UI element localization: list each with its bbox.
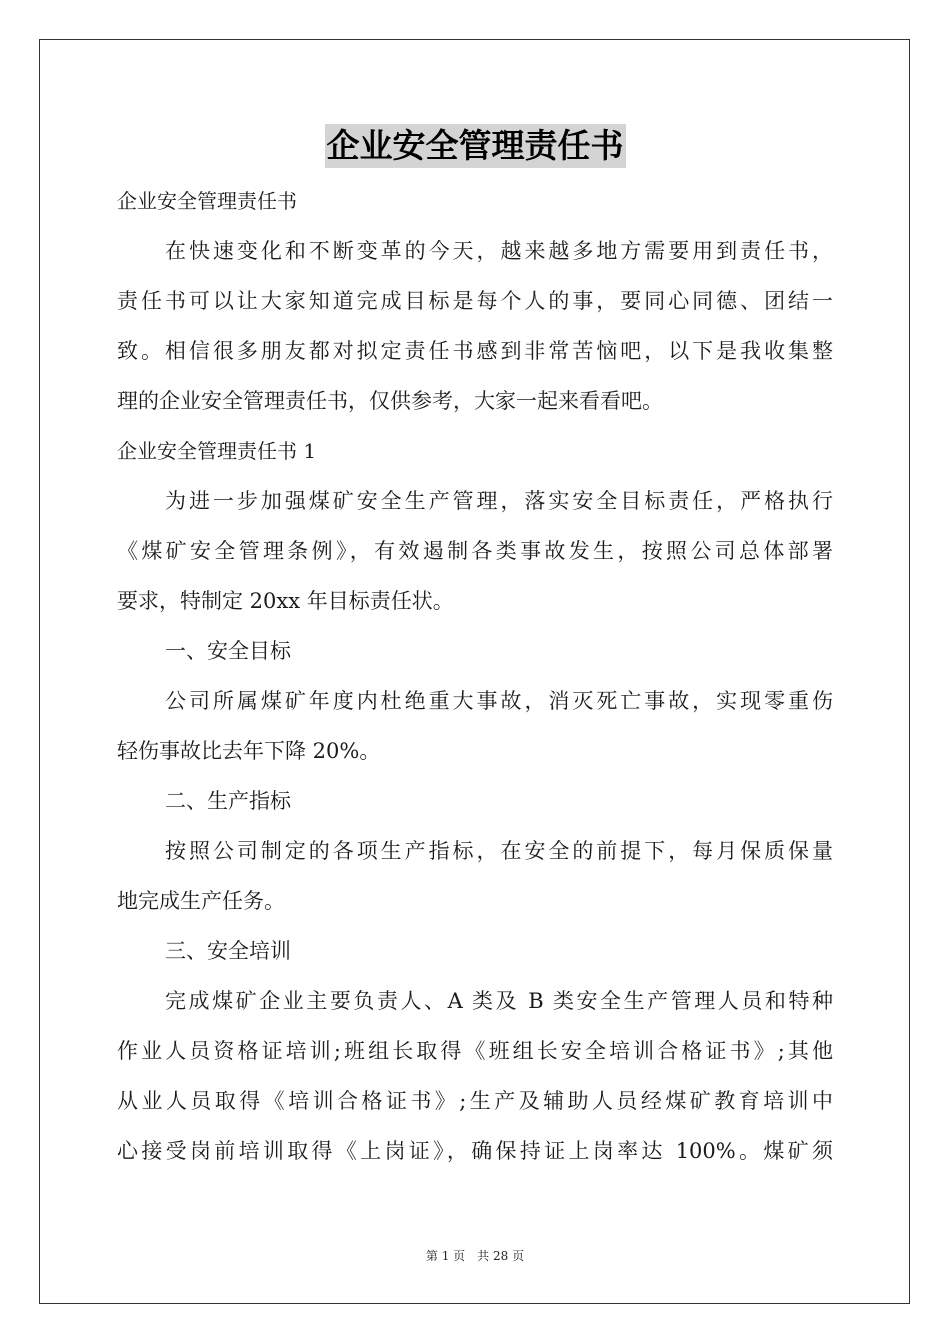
paragraph-line: 完成煤矿企业主要负责人、A 类及 B 类安全生产管理人员和特种 bbox=[165, 989, 833, 1013]
paragraph-line: 公司所属煤矿年度内杜绝重大事故，消灭死亡事故，实现零重伤 bbox=[165, 689, 833, 713]
paragraph-line: 轻伤事故比去年下降 20%。 bbox=[117, 739, 381, 763]
document-title: 企业安全管理责任书 bbox=[325, 124, 626, 168]
paragraph-line: 地完成生产任务。 bbox=[117, 889, 285, 913]
section-heading: 企业安全管理责任书 1 bbox=[117, 439, 317, 463]
heading-production-target: 二、生产指标 bbox=[165, 789, 291, 813]
paragraph-line: 要求，特制定 20xx 年目标责任状。 bbox=[117, 589, 454, 613]
paragraph-line: 心接受岗前培训取得《上岗证》，确保持证上岗率达 100%。煤矿须 bbox=[117, 1139, 833, 1163]
intro-line: 责任书可以让大家知道完成目标是每个人的事，要同心同德、团结一 bbox=[117, 289, 833, 313]
paragraph-line: 作业人员资格证培训;班组长取得《班组长安全培训合格证书》;其他 bbox=[117, 1039, 833, 1063]
paragraph-line: 为进一步加强煤矿安全生产管理，落实安全目标责任，严格执行 bbox=[165, 489, 833, 513]
heading-safety-goal: 一、安全目标 bbox=[165, 639, 291, 663]
heading-safety-training: 三、安全培训 bbox=[165, 939, 291, 963]
paragraph-line: 从业人员取得《培训合格证书》;生产及辅助人员经煤矿教育培训中 bbox=[117, 1089, 833, 1113]
paragraph-line: 《煤矿安全管理条例》，有效遏制各类事故发生，按照公司总体部署 bbox=[117, 539, 833, 563]
title-container bbox=[0, 124, 950, 168]
intro-line: 在快速变化和不断变革的今天，越来越多地方需要用到责任书， bbox=[165, 239, 833, 263]
page-number: 第 1 页 共 28 页 bbox=[425, 1249, 525, 1263]
intro-line: 致。相信很多朋友都对拟定责任书感到非常苦恼吧，以下是我收集整 bbox=[117, 339, 833, 363]
document-body bbox=[117, 176, 833, 1176]
paragraph-line: 按照公司制定的各项生产指标，在安全的前提下，每月保质保量 bbox=[165, 839, 833, 863]
document-subtitle: 企业安全管理责任书 bbox=[117, 189, 297, 213]
intro-line: 理的企业安全管理责任书，仅供参考，大家一起来看看吧。 bbox=[117, 389, 663, 413]
